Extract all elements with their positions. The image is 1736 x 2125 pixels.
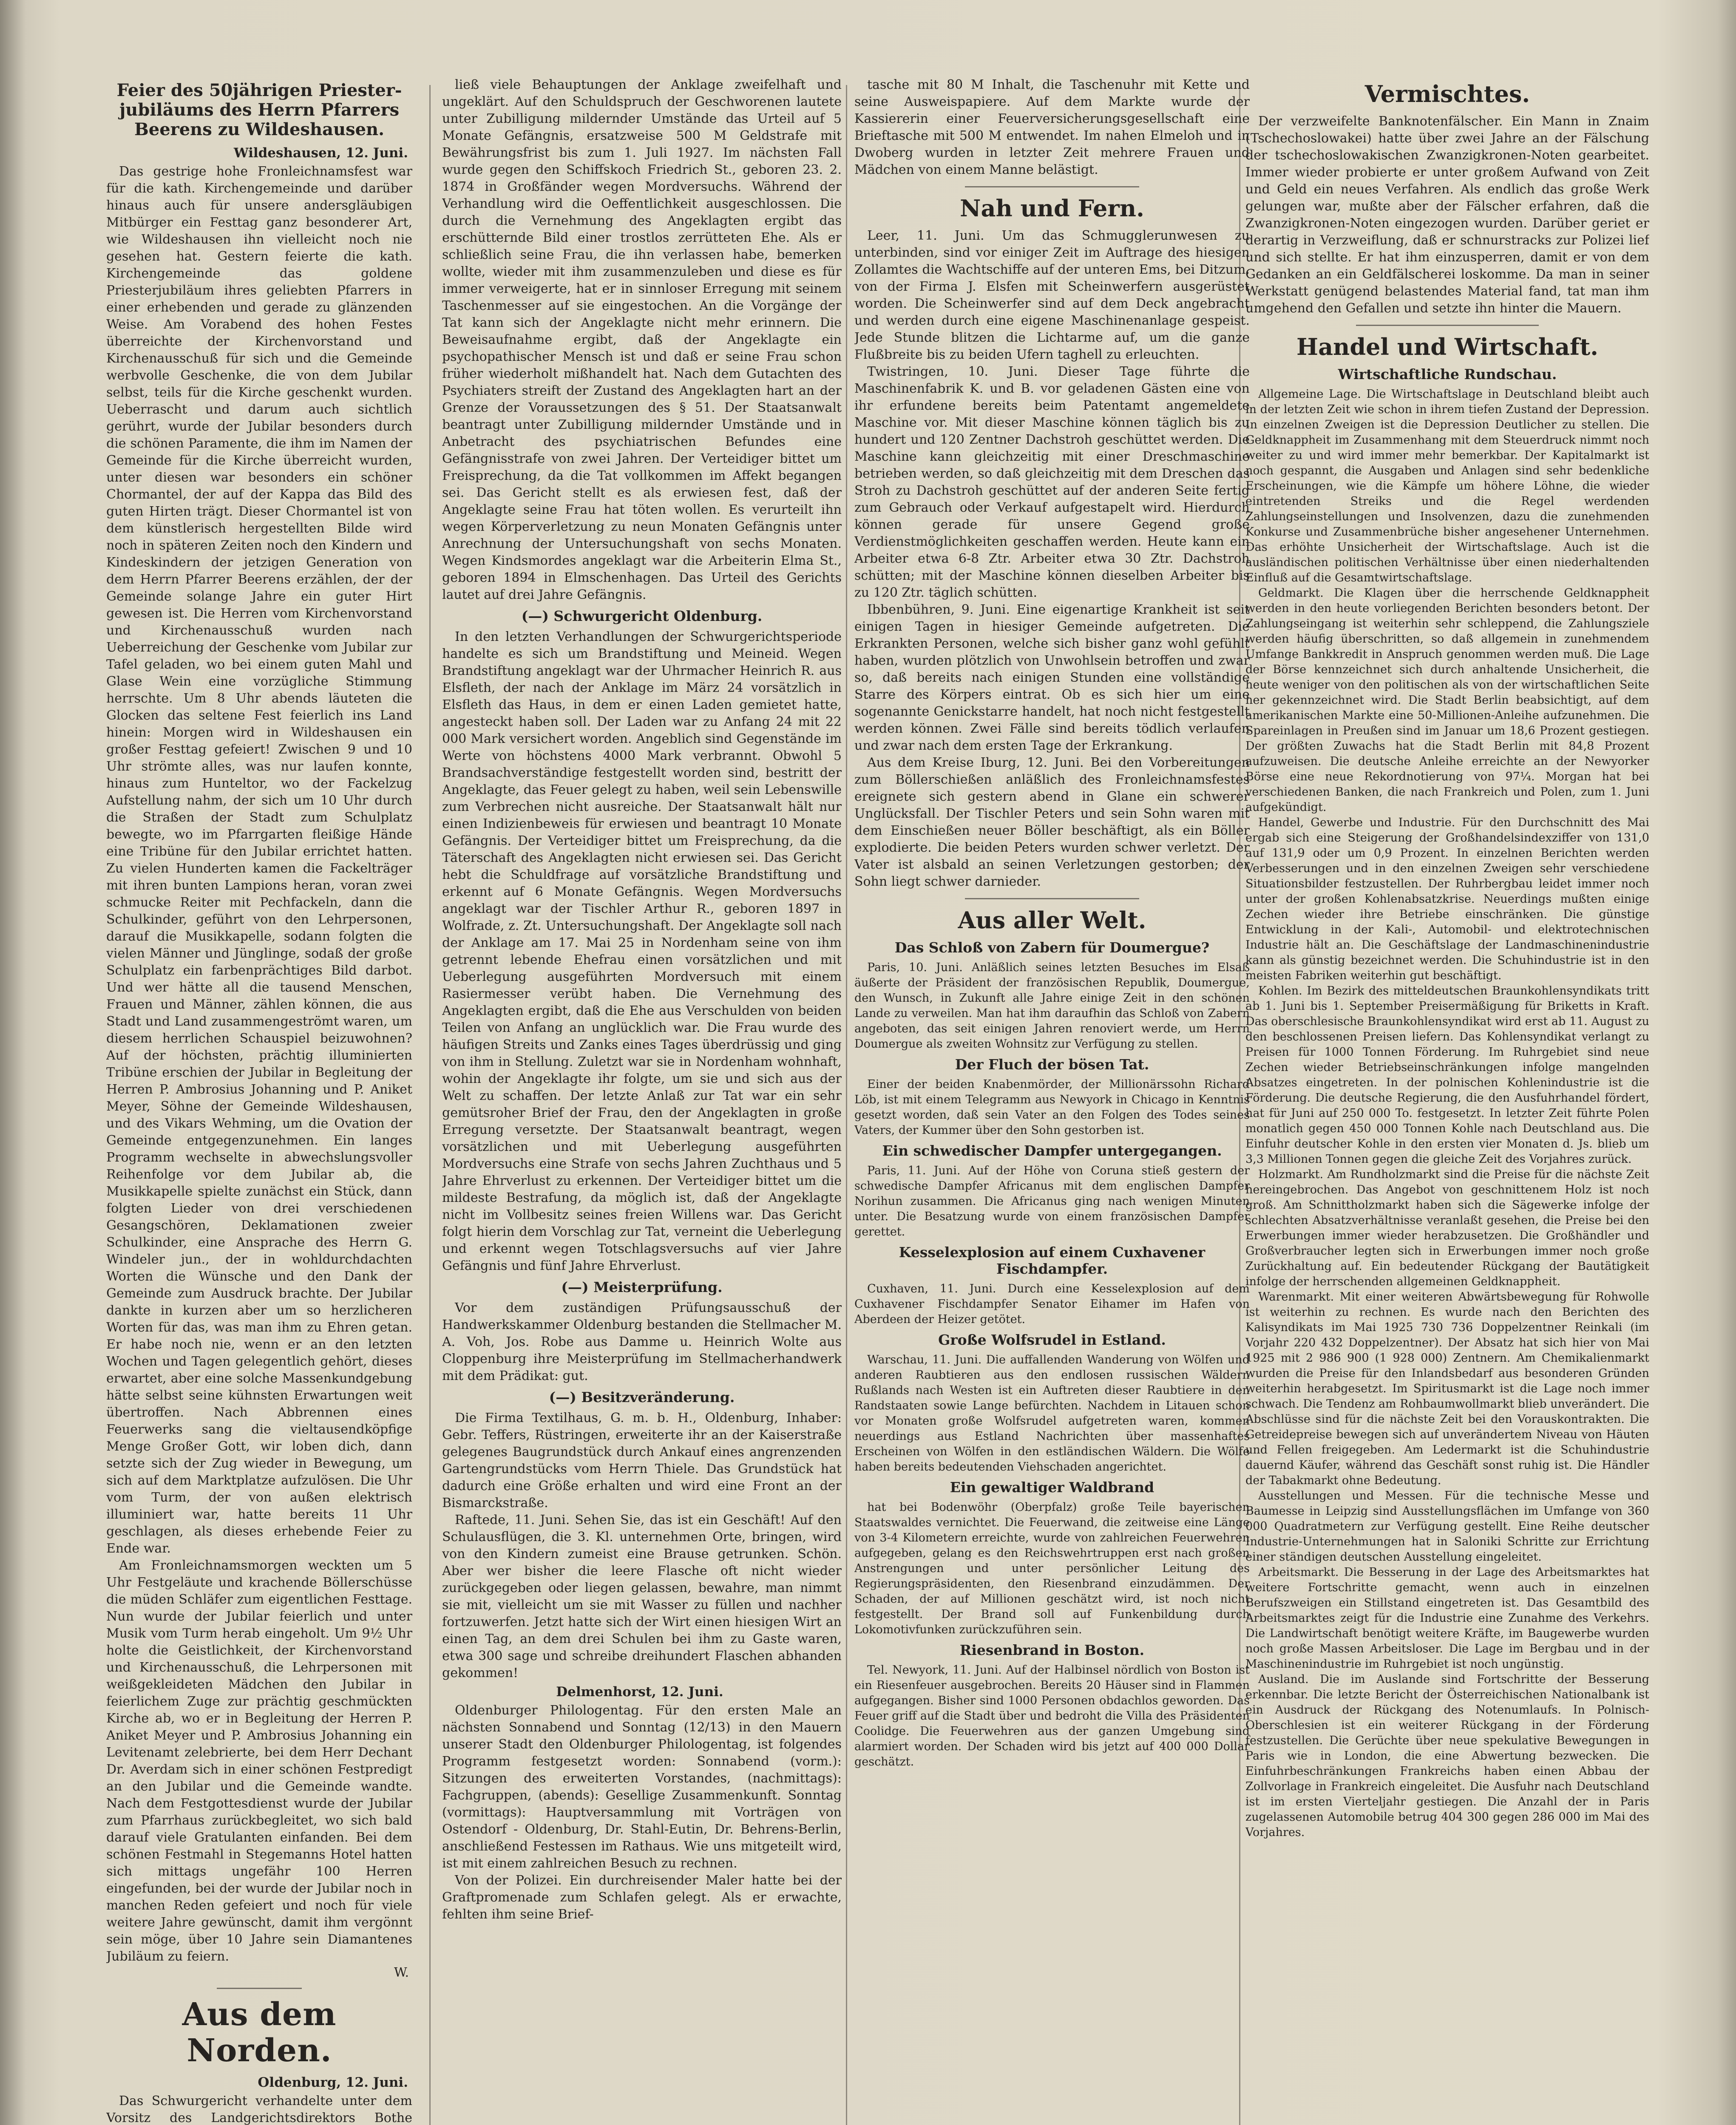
divider (1356, 325, 1539, 326)
subheading: Kesselexplosion auf einem Cuxhavener Fischdampfer. (899, 1244, 1206, 1278)
section-heading-aus-dem-norden: Aus dem Norden. (182, 1996, 337, 2069)
dateline: Delmenhorst, 12. Juni. (556, 1684, 723, 1700)
article-paragraph: Paris, 10. Juni. Anläßlich seines letzten Besuches im Elsaß äußerte der Präsident der französischen Republik, Doumergue, den Wunsch, in Zukunft alle Jahre einige Zeit in den schönen Lande zu verweilen. Man hat ihm daraufhin das Schloß von Zabern angeboten, das seit einigen Jahren renoviert werde, um Herrn Doumergue als zweiten Wohnsitz zur Verfügung zu stellen. (854, 961, 1250, 1051)
article-paragraph: Paris, 11. Juni. Auf der Höhe von Coruna stieß gestern der schwedische Dampfer Africanus mit dem englischen Dampfer Norihun zusammen. Die Africanus ging nach wenigen Minuten unter. Die Besatzung wurde von einem französischen Dampfer gerettet. (854, 1164, 1250, 1239)
column-4 (1245, 76, 1649, 2125)
subheading: (—) Besitzveränderung. (549, 1389, 735, 1405)
article-paragraph: Von der Polizei. Ein durchreisender Maler hatte bei der Graftpromenade zum Schlafen gelegt. Als er erwachte, fehlten ihm seine Brief- (442, 1873, 842, 1922)
article-paragraph: Raftede, 11. Juni. Sehen Sie, das ist ein Geschäft! Auf den Schulausflügen, die 3. Kl. unternehmen Orte, bringen, wird von den Kindern zumeist eine Brause getrunken. Schön. Aber wer bisher die leere Flasche oft nicht wieder zurückgegeben oder liegen gelassen, bewahre, man nimmt sie mit, vielleicht um sie mit Wasser zu füllen und nachher fortzuwerfen. Jetzt hatte sich der Wirt einen hiesigen Wirt an einen Tag, an dem drei Schulen bei ihm zu Gaste waren, etwa 300 sage und schreibe dreihundert Flaschen abhanden gekommen! (442, 1513, 842, 1680)
article-paragraph: Allgemeine Lage. Die Wirtschaftslage in Deutschland bleibt auch in der letzten Zeit wie schon in ihrem tiefen Zustand der Depression. In einzelnen Zweigen ist die Depression Deutlicher zu stellen. Die Geldknappheit im Zusammenhang mit dem Steuerdruck nimmt noch weiter zu und wird immer mehr bemerkbar. Der Kapitalmarkt ist noch gespannt, die Ausgaben und Anlagen sind sehr bedenkliche Erscheinungen, wie die Kämpfe um höhere Löhne, die wieder eintretenden Streiks und die Regel werdenden Zahlungseinstellungen und Insolvenzen, dazu die zunehmenden Konkurse und Zusammenbrüche bisher angesehener Unternehmen. Das erhöhte Unsicherheit der Wirtschaftslage. Auch ist die ausländischen politischen Verhältnisse über einen niederhaltenden Einfluß auf die Gesamtwirtschaftslage. (1245, 388, 1649, 585)
article-paragraph: Twistringen, 10. Juni. Dieser Tage führte die Maschinenfabrik K. und B. vor geladenen Gästen eine von ihr erfundene bereits beim Patentamt angemeldete Maschine vor. Mit dieser Maschine können täglich bis zu hundert und 120 Zentner Dachstroh geschüttet werden. Die Maschine kann gleichzeitig mit einer Dreschmaschine betrieben werden, so daß gleichzeitig mit dem Dreschen das Stroh zu Dachstroh geschüttet auf der anderen Seite fertig zum Gebrauch oder Verkauf aufgestapelt wird. Hierdurch können gerade für unsere Gegend große Verdienstmöglichkeiten geschaffen werden. Heute kann ein Arbeiter etwa 6-8 Ztr. Arbeiter etwa 30 Ztr. Dachstroh schütten; mit der Maschine können dieselben Arbeiter bis zu 120 Ztr. täglich schütten. (854, 364, 1250, 601)
subheading: Ein gewaltiger Waldbrand (950, 1479, 1154, 1496)
subheading: (—) Meisterprüfung. (561, 1279, 723, 1295)
article-paragraph: Warenmarkt. Mit einer weiteren Abwärtsbewegung für Rohwolle ist weiterhin zu rechnen. Es wurde nach den Berichten des Kalisyndikats im Mai 1925 730 736 Doppelzentner Reinkali (im Vorjahr 220 432 Doppelzentner). Der Absatz hat sich hier von Mai 1925 mit 2 986 900 (1 928 000) Zentnern. Am Chemikalienmarkt wurden die Preise für den Inlandsbedarf aus besonderen Gründen weiterhin herabgesetzt. Im Spiritusmarkt ist die Lage noch immer schwach. Die Tendenz am Rohbaumwollmarkt blieb unverändert. Die Abschlüsse sind für die nächste Zeit bei den Vorauskontrakten. Die Getreidepreise bewegen sich auf unverändertem Niveau von Häuten und Fellen freigegeben. Am Ledermarkt ist die Schuhindustrie dauernd Käufer, während das Geschäft sonst ruhig ist. Die Händler der Tabakmarkt ohne Bedeutung. (1245, 1290, 1649, 1488)
article-paragraph: Das gestrige hohe Fronleichnamsfest war für die kath. Kirchengemeinde und darüber hinaus auch für unsere andersgläubigen Mitbürger ein Festtag ganz besonderer Art, wie Wildeshausen ihn vielleicht noch nie gesehen hat. Gestern feierte die kath. Kirchengemeinde das goldene Priesterjubiläum ihres geliebten Pfarrers in einer erhebenden und gerade zu glänzenden Weise. Am Vorabend des hohen Festes überreichte der Kirchenvorstand und Kirchenausschuß für sich und die Gemeinde werbvolle Geschenke, die von dem Jubilar selbst, teils für die Kirche geschenkt wurden. Ueberrascht und darum auch sichtlich gerührt, wurde der Jubilar besonders durch die schönen Paramente, die ihm im Namen der Gemeinde für die Kirche überreicht wurden, unter diesen war besonders ein schöner Chormantel, der auf der Kappa das Bild des guten Hirten trägt. Dieser Chormantel ist von dem künstlerisch hergestellten Bilde wird noch in späteren Zeiten noch den Kindern und Kindeskindern der jetzigen Generation von dem Herrn Pfarrer Beerens erzählen, der der Gemeinde solange Jahre ein guter Hirt gewesen ist. Die Herren vom Kirchenvorstand und Kirchenausschuß wurden nach Ueberreichung der Geschenke vom Jubilar zur Tafel geladen, wo bei einem guten Mahl und Glase Wein eine vorzügliche Stimmung herrschte. Um 8 Uhr abends läuteten die Glocken das seltene Fest feierlich ins Land hinein: Morgen wird in Wildeshausen ein großer Festtag gefeiert! Zwischen 9 und 10 Uhr strömte alles, was nur laufen konnte, hinaus zum Hunteltor, wo der Fackelzug Aufstellung nahm, der sich um 10 Uhr durch die Straßen der Stadt zum Schulplatz bewegte, wo im Pfarrgarten fleißige Hände eine Tribüne für den Jubilar errichtet hatten. Zu vielen Hunderten kamen die Fackelträger mit ihren bunten Lampions heran, voran zwei schmucke Reiter mit Pechfackeln, dann die Schulkinder, geführt von den Lehrpersonen, darauf die Musikkapelle, sodann folgten die vielen Männer und Jünglinge, sodaß der große Schulplatz ein farbenprächtiges Bild darbot. Und wer hätte all die tausend Menschen, Frauen und Männer, zählen können, die aus Stadt und Land zusammengeströmt waren, um diesem herrlichen Schauspiel beizuwohnen? Auf der höchsten, prächtig illuminierten Tribüne erschien der Jubilar in Begleitung der Herren P. Ambrosius Johanning und P. Aniket Meyer, Söhne der Gemeinde Wildeshausen, und des Vikars Wehming, um die Ovation der Gemeinde entgegenzunehmen. Ein langes Programm wechselte in abwechslungsvoller Reihenfolge vor dem Jubilar ab, die Musikkapelle spielte zunächst ein Stück, dann folgten Lieder von drei verschiedenen Gesangschören, Deklamationen zweier Schulkinder, eine Ansprache des Herrn G. Windeler jun., der in wohldurchdachten Worten die Wünsche und den Dank der Gemeinde zum Ausdruck brachte. Der Jubilar dankte in kurzen aber um so herzlicheren Worten für das, was man ihm zu Ehren getan. Er habe noch nie, wenn er an den letzten Wochen und Tagen gelegentlich gehört, dieses erwartet, aber eine solche Massenkundgebung hätte selbst seine kühnsten Erwartungen weit übertroffen. Nach Abbrennen eines Feuerwerks sang die vieltausendköpfige Menge Großer Gott, wir loben dich, dann setzte sich der Zug wieder in Bewegung, um sich auf dem Marktplatze aufzulösen. Die Uhr vom Turm, der von außen elektrisch illuminiert war, hatte bereits 11 Uhr geschlagen, als dieses erhebende Feier zu Ende war. (106, 164, 412, 1556)
article-paragraph: Kohlen. Im Bezirk des mitteldeutschen Braunkohlensyndikats tritt ab 1. Juni bis 1. September Preisermäßigung für Briketts in Kraft. Das oberschlesische Braunkohlensyndikat wird erst ab 11. August zu den beschlossenen Preisen liefern. Das Kohlensyndikat verlangt zu Preisen für 1000 Tonnen Förderung. Im Ruhrgebiet sind neue Zechen wieder Betriebseinschränkungen infolge mangelnden Absatzes eingetreten. In der polnischen Kohlenindustrie ist die Förderung. Die deutsche Regierung, die den Ausfuhrhandel fördert, hat für Juni auf 250 000 To. festgesetzt. In letzter Zeit führte Polen monatlich gegen 450 000 Tonnen Kohle nach Deutschland aus. Die Einfuhr deutscher Kohle in den ersten vier Monaten d. Js. blieb um 3,3 Millionen Tonnen gegen die gleiche Zeit des Vorjahres zurück. (1245, 984, 1649, 1166)
column-rule (846, 85, 847, 2125)
column-2 (442, 76, 842, 2125)
article-paragraph: Der verzweifelte Banknotenfälscher. Ein Mann in Znaim (Tschechoslowakei) hatte über zwei Jahre an der Fälschung der tschechoslowakischen Zwanzigkronen-Noten gearbeitet. Immer wieder probierte er unter großem Aufwand von Zeit und Geld ein neues Verfahren. Als endlich das große Werk gelungen war, mußte aber der Fälscher erfahren, daß die Zwanzigkronen-Noten eingezogen wurden. Darüber geriet er derartig in Verzweiflung, daß er schnurstracks zur Polizei lief und sich stellte. Er hat ihm einzusperren, damit er von dem Gedanken an ein Geldfälscherei loskomme. Da man in seiner Werkstatt genügend belastendes Material fand, tat man ihm umgehend den Gefallen und setzte ihn hinter die Mauern. (1245, 114, 1649, 316)
divider (217, 1988, 302, 1989)
article-paragraph: Aus dem Kreise Iburg, 12. Juni. Bei den Vorbereitungen zum Böllerschießen anläßlich des Fronleichnamsfestes ereignete sich gestern abend in Glane ein schwerer Unglücksfall. Der Tischler Peters und sein Sohn waren mit dem Einschießen neuer Böller beschäftigt, als ein Böller explodierte. Die beiden Peters wurden schwer verletzt. Der Vater ist alsbald an seinen Verletzungen gestorben; der Sohn liegt schwer darnieder. (854, 755, 1250, 890)
section-heading-handel-und-wirtschaft: Handel und Wirtschaft. (1296, 333, 1598, 361)
article-paragraph: Leer, 11. Juni. Um das Schmugglerunwesen zu unterbinden, sind vor einiger Zeit im Auftrage des hiesigen Zollamtes die Wachtschiffe auf der unteren Ems, bei Ditzum, von der Firma J. Elsfen mit Scheinwerfern ausgerüstet worden. Die Scheinwerfer sind auf dem Deck angebracht und werden durch eine eigene Maschinenanlage gespeist. Jede Stunde blitzen die Lichtarme auf, um die ganze Flußbreite bis zu beiden Ufern taghell zu erleuchten. (854, 228, 1250, 363)
subheading: (—) Schwurgericht Oldenburg. (521, 608, 763, 624)
subheading: Wirtschaftliche Rundschau. (1338, 366, 1557, 383)
subheading: Große Wolfsrudel in Estland. (938, 1332, 1166, 1349)
column-rule (429, 85, 431, 2125)
article-paragraph: Am Fronleichnamsmorgen weckten um 5 Uhr Festgeläute und krachende Böllerschüsse die müden Schläfer zum eigentlichen Festtage. Nun wurde der Jubilar feierlich und unter Musik vom Turm herab eingeholt. Um 9½ Uhr holte die Geistlichkeit, der Kirchenvorstand und Kirchenausschuß, die Lehrpersonen mit weißgekleideten Mädchen den Jubilar in feierlichem Zuge zur prächtig geschmückten Kirche ab, wo er in Begleitung der Herren P. Aniket Meyer und P. Ambrosius Johanning ein Levitenamt zelebrierte, bei dem Herr Dechant Dr. Averdam sich in einer schönen Festpredigt an den Jubilar und die Gemeinde wandte. Nach dem Festgottesdienst wurde der Jubilar zum Pfarrhaus zurückbegleitet, wo sich bald darauf viele Gratulanten einfanden. Bei dem schönen Festmahl in Stegemanns Hotel hatten sich mittags ungefähr 100 Herren eingefunden, bei der wurde der Jubilar noch in manchen Reden gefeiert und noch für viele weitere Jahre gewünscht, damit ihm vergönnt sein möge, über 10 Jahre sein Diamantenes Jubiläum zu feiern. (106, 1558, 412, 1964)
article-paragraph: Arbeitsmarkt. Die Besserung in der Lage des Arbeitsmarktes hat weitere Fortschritte gemacht, wenn auch in einzelnen Berufszweigen ein Stillstand eingetreten ist. Das Gesamtbild des Arbeitsmarktes zeigt für die Industrie eine Zunahme des Verkehrs. Die Landwirtschaft benötigt weitere Kräfte, im Baugewerbe wurden noch große Massen Arbeitsloser. Die Lage im Bergbau und in der Maschinenindustrie im Ruhrgebiet ist noch ungünstig. (1245, 1566, 1649, 1671)
article-paragraph: Die Firma Textilhaus, G. m. b. H., Oldenburg, Inhaber: Gebr. Teffers, Rüstringen, erweiterte ihr an der Kaiserstraße gelegenes Baugrundstück durch Ankauf eines angrenzenden Gartengrundstücks vom Herrn Thiele. Das Grundstück hat dadurch eine Größe erhalten und wird eine Front an der Bismarckstraße. (442, 1411, 842, 1510)
article-paragraph: ließ viele Behauptungen der Anklage zweifelhaft und ungeklärt. Auf den Schuldspruch der Geschworenen lautete unter Zubilligung mildernder Umstände das Urteil auf 5 Monate Gefängnis, ersatzweise 500 M Geldstrafe mit Bewährungsfrist bis zum 1. Juli 1927. Im nächsten Fall wurde gegen den Schiffskoch Friedrich St., geboren 23. 2. 1874 in Großfänder wegen Mordversuchs. Während der Verhandlung wird die Oeffentlichkeit ausgeschlossen. Die durch die Vernehmung des Angeklagten ergibt das erschütternde Bild einer trostlos zerrütteten Ehe. Als er schließlich seine Frau, die ihn verlassen habe, bemerken wollte, wieder mit ihm zusammenzuleben und diese es für immer verweigerte, hat er in sinnloser Erregung mit seinem Taschenmesser auf sie eingestochen. An die Vorgänge der Tat kann sich der Angeklagte nicht mehr erinnern. Die Beweisaufnahme ergibt, daß der Angeklagte ein psychopathischer Mensch ist und daß er seine Frau schon früher wiederholt mißhandelt hat. Nach dem Gutachten des Psychiaters streift der Zustand des Angeklagten hart an der Grenze der Voraussetzungen des § 51. Der Staatsanwalt beantragt unter Zubilligung mildernder Umstände und in Anbetracht des psychiatrischen Befundes eine Gefängnisstrafe von zwei Jahren. Der Verteidiger bittet um Freisprechung, da die Tat vollkommen im Affekt begangen sei. Das Gericht stellt es als erwiesen fest, daß der Angeklagte seine Frau hat töten wollen. Es verurteilt ihn wegen Körperverletzung zu neun Monaten Gefängnis unter Anrechnung der Untersuchungshaft von sechs Monaten. Wegen Kindsmordes angeklagt war die Arbeiterin Elma St., geboren 1894 in Elmschenhagen. Das Urteil des Gerichts lautet auf drei Jahre Gefängnis. (442, 77, 842, 602)
dateline: Oldenburg, 12. Juni. (258, 2075, 408, 2091)
divider (965, 898, 1139, 899)
column-3 (854, 76, 1250, 2125)
article-paragraph: tasche mit 80 M Inhalt, die Taschenuhr mit Kette und seine Ausweispapiere. Auf dem Markte wurde der Kassiererin einer Feuerversicherungsgesellschaft eine Brieftasche mit 500 M entwendet. Im nahen Elmeloh und in Dwoberg wurden in letzter Zeit mehrere Frauen und Mädchen von einem Manne belästigt. (854, 77, 1250, 177)
article-paragraph: Das Schwurgericht verhandelte unter dem Vorsitz des Landgerichtsdirektors Bothe (106, 2094, 412, 2125)
subheading: Riesenbrand in Boston. (959, 1642, 1145, 1659)
article-paragraph: Ibbenbühren, 9. Juni. Eine eigenartige Krankheit ist seit einigen Tagen in hiesiger Gemeinde aufgetreten. Die Erkrankten Personen, welche sich bisher ganz wohl gefühlt haben, wurden plötzlich von Unwohlsein betroffen und zwar so, daß bereits nach einigen Stunden eine vollständige Starre des Körpers eintrat. Ob es sich hier um eine sogenannte Genickstarre handelt, hat noch nicht festgestellt werden können. Zwei Fälle sind bereits tödlich verlaufen und zwar nach dem ersten Tage der Erkrankung. (854, 602, 1250, 754)
divider (965, 186, 1139, 187)
section-heading-aus-aller-welt: Aus aller Welt. (958, 907, 1146, 934)
article-paragraph: Warschau, 11. Juni. Die auffallenden Wanderung von Wölfen und anderen Raubtieren aus den endlosen russischen Wäldern Rußlands nach Westen ist ein Auftreten dieser Raubtiere in den Randstaaten sowie Lange befürchten. Nachdem in Litauen schon vor Monaten große Wolfsrudel aufgetreten waren, kommen neuerdings aus Estland Nachrichten über massenhaftes Erscheinen von Wölfen in den estländischen Wäldern. Die Wölfe haben bereits bedeutenden Viehschaden angerichtet. (854, 1353, 1250, 1474)
article-paragraph: hat bei Bodenwöhr (Oberpfalz) große Teile bayerischen Staatswaldes vernichtet. Die Feuerwand, die zeitweise eine Länge von 3-4 Kilometern erreichte, wurde von zahlreichen Feuerwehren aufgegeben, gelang es den Reichswehrtruppen erst nach großen Anstrengungen und unter persönlicher Leitung des Regierungspräsidenten, den Riesenbrand einzudämmen. Der Schaden, der auf Millionen geschätzt wird, ist noch nicht festgestellt. Der Brand soll auf Funkenbildung durch Lokomotivfunken zurückzuführen sein. (854, 1501, 1250, 1637)
subheading: Das Schloß von Zabern für Doumergue? (894, 939, 1210, 956)
article-paragraph: Ausstellungen und Messen. Für die technische Messe und Baumesse in Leipzig sind Ausstellungsflächen im Umfange von 360 000 Quadratmetern zur Verfügung gestellt. Eine Reihe deutscher Industrie-Unternehmungen hat in Saloniki Schritte zur Errichtung einer ständigen deutschen Ausstellung eingeleitet. (1245, 1489, 1649, 1564)
article-paragraph: Tel. Newyork, 11. Juni. Auf der Halbinsel nördlich von Boston ist ein Riesenfeuer ausgebrochen. Bereits 20 Häuser sind in Flammen aufgegangen. Bisher sind 1000 Personen obdachlos geworden. Das Feuer griff auf die Stadt über und bedroht die Villa des Präsidenten Coolidge. Die Feuerwehren aus der ganzen Umgebung sind alarmiert worden. Der Schaden wird bis jetzt auf 400 000 Dollar geschätzt. (854, 1663, 1250, 1769)
author-signature: W. (394, 1965, 409, 1980)
article-paragraph: Ausland. Die im Auslande sind Fortschritte der Besserung erkennbar. Die letzte Bericht der Österreichischen Nationalbank ist ein Ausdruck der Rückgang des Notenumlaufs. In Polnisch-Oberschlesien ist ein weiterer Rückgang in der Förderung festzustellen. Die Gerüchte über neue spekulative Bewegungen in Paris wie in London, die eine Abwertung bezwecken. Die Einfuhrbeschränkungen Frankreichs haben einen Abbau der Zollvorlage in Frankreich eingeleitet. Die Ausfuhr nach Deutschland ist im ersten Vierteljahr gestiegen. Die Anzahl der in Paris zugelassenen Automobile betrug 404 300 gegen 286 000 im Mai des Vorjahres. (1245, 1673, 1649, 1839)
article-paragraph: Einer der beiden Knabenmörder, der Millionärssohn Richard Löb, ist mit einem Telegramm aus Newyork in Chicago in Kenntnis gesetzt worden, daß sein Vater an den Folgen des Todes seines Vaters, der Kummer über den Sohn gestorben ist. (854, 1078, 1250, 1137)
column-1 (106, 76, 412, 2125)
article-paragraph: Geldmarkt. Die Klagen über die herrschende Geldknappheit werden in den heute vorliegenden Berichten besonders betont. Der Zahlungseingang ist weiterhin sehr schleppend, die Zahlungsziele werden häufig überschritten, so daß allgemein in zunehmendem Umfange Bankkredit in Anspruch genommen werden muß. Die Lage der Börse kennzeichnet sich durch anhaltende Unsicherheit, die heute weniger von den politischen als von der wirtschaftlichen Seite her gekennzeichnet wird. Die Stadt Berlin beabsichtigt, auf dem amerikanischen Markte eine 50-Millionen-Anleihe aufzunehmen. Die Spareinlagen in Preußen sind im Januar um 18,6 Prozent gestiegen. Der größten Zuwachs hat die Stadt Berlin mit 84,8 Prozent aufzuweisen. Die deutsche Anleihe erreichte an der Newyorker Börse eine neue Rekordnotierung von 97¼. Morgan hat bei verschiedenen Banken, die nach Frankreich und Polen, zum 1. Juni aufgekündigt. (1245, 586, 1649, 814)
headline-jubilee: Feier des 50jährigen Priester-jubiläums des Herrn Pfarrers Beerens zu Wildeshausen. (116, 80, 402, 139)
article-paragraph: Vor dem zuständigen Prüfungsausschuß der Handwerkskammer Oldenburg bestanden die Stellmacher M. A. Voh, Jos. Robe aus Damme u. Heinrich Wolte aus Cloppenburg ihre Meisterprüfung im Stellmacherhandwerk mit dem Prädikat: gut. (442, 1300, 842, 1383)
section-heading-nah-und-fern: Nah und Fern. (960, 195, 1144, 222)
article-paragraph: Handel, Gewerbe und Industrie. Für den Durchschnitt des Mai ergab sich eine Steigerung der Großhandelsindexziffer von 131,0 auf 131,9 oder um 0,9 Prozent. In einzelnen Berichten werden Verbesserungen und in den einzelnen Zweigen sehr verschiedene Situationsbilder festzustellen. Der Ruhrbergbau leidet immer noch unter der großen Kohlenabsatzkrise. Neuerdings mußten einige Zechen wieder ihre Betriebe einschränken. Die günstige Entwicklung in der Kali-, Automobil- und elektrotechnischen Industrie hält an. Die Geschäftslage der Landmaschinenindustrie kann als günstig bezeichnet werden. Die Schuhindustrie ist in den meisten Fabriken weiterhin gut beschäftigt. (1245, 816, 1649, 983)
section-heading-vermischtes: Vermischtes. (1364, 80, 1530, 108)
article-paragraph: In den letzten Verhandlungen der Schwurgerichtsperiode handelte es sich um Brandstiftung und Meineid. Wegen Brandstiftung angeklagt war der Uhrmacher Heinrich R. aus Elsfleth, der nach der Anklage im März 24 vorsätzlich in Elsfleth das Haus, in dem er einen Laden gemietet hatte, angesteckt haben soll. Der Laden war zu Anfang 24 mit 22 000 Mark versichert worden. Angeblich sind Gegenstände im Werte von höchstens 4000 Mark verbrannt. Obwohl 5 Brandsachverständige festgestellt worden sind, bestritt der Angeklagte, das Feuer gelegt zu haben, weil sein Lebenswille zum Verbrechen nicht ausreiche. Der Staatsanwalt hält nur einen Indizienbeweis für erwiesen und beantragt 10 Monate Gefängnis. Der Verteidiger bittet um Freisprechung, da die Täterschaft des Angeklagten nicht erwiesen sei. Das Gericht hebt die Schuldfrage auf vorsätzliche Brandstiftung und erkennt auf 6 Monate Gefängnis. Wegen Mordversuchs angeklagt war der Tischler Arthur R., geboren 1897 in Wolfrade, z. Zt. Untersuchungshaft. Der Angeklagte soll nach der Anklage am 17. Mai 25 in Nordenham seine von ihm getrennt lebende Ehefrau einen vorsätzlichen und mit Ueberlegung ausgeführten Mordversuch mit einem Rasiermesser verübt haben. Die Vernehmung des Angeklagten ergibt, daß die Ehe aus Verschulden von beiden Teilen von Anfang an unglücklich war. Die Frau wurde des häufigen Streits und Zanks eines Tages überdrüssig und ging von ihm in Stellung. Zuletzt war sie in Nordenham wohnhaft, wohin der Angeklagte ihr folgte, um sie und sich aus der Welt zu schaffen. Der letzte Anlaß zur Tat war ein sehr gemütsroher Brief der Frau, den der Angeklagten in große Erregung versetzte. Der Staatsanwalt beantragt, wegen vorsätzlichen und mit Ueberlegung ausgeführten Mordversuchs eine Strafe von sechs Jahren Zuchthaus und 5 Jahre Ehrverlust zu erkennen. Der Verteidiger bittet um die mildeste Bestrafung, da möglich ist, daß der Angeklagte nicht im Vollbesitz seines freien Willens war. Das Gericht folgt hierin dem Vorschlag zur Tat, verneint die Ueberlegung und erkennt wegen Totschlagsversuchs auf vier Jahre Gefängnis und fünf Jahre Ehrverlust. (442, 629, 842, 1273)
dateline: Wildeshausen, 12. Juni. (233, 145, 408, 161)
subheading: Ein schwedischer Dampfer untergegangen. (882, 1142, 1222, 1159)
article-paragraph: Cuxhaven, 11. Juni. Durch eine Kesselexplosion auf dem Cuxhavener Fischdampfer Senator Eihamer im Hafen von Aberdeen der Heizer getötet. (854, 1282, 1250, 1326)
subheading: Der Fluch der bösen Tat. (955, 1056, 1149, 1073)
article-paragraph: Holzmarkt. Am Rundholzmarkt sind die Preise für die nächste Zeit hereingebrochen. Das Angebot von geschnittenem Holz ist noch groß. Am Schnittholzmarkt haben sich die Sägewerke infolge der schlechten Absatzverhältnisse veranlaßt gesehen, die Preise bei den Erwerbungen immer wieder herabzusetzen. Die Großhändler und Großverbraucher legten sich in Erwerbungen immer noch große Zurückhaltung auf. Ein bedeutender Rückgang der Bautätigkeit infolge der herrschenden allgemeinen Geldknappheit. (1245, 1168, 1649, 1289)
article-paragraph: Oldenburger Philologentag. Für den ersten Male an nächsten Sonnabend und Sonntag (12/13) in den Mauern unserer Stadt den Oldenburger Philologentag, ist folgendes Programm festgesetzt worden: Sonnabend (vorm.): Sitzungen des erweiterten Vorstandes, (nachmittags): Fachgruppen, (abends): Gesellige Zusammenkunft. Sonntag (vormittags): Hauptversammlung mit Vorträgen von Ostendorf - Oldenburg, Dr. Stahl-Eutin, Dr. Behrens-Berlin, anschließend Festessen im Rathaus. Wie uns mitgeteilt wird, ist mit einem zahlreichen Besuch zu rechnen. (442, 1703, 842, 1871)
